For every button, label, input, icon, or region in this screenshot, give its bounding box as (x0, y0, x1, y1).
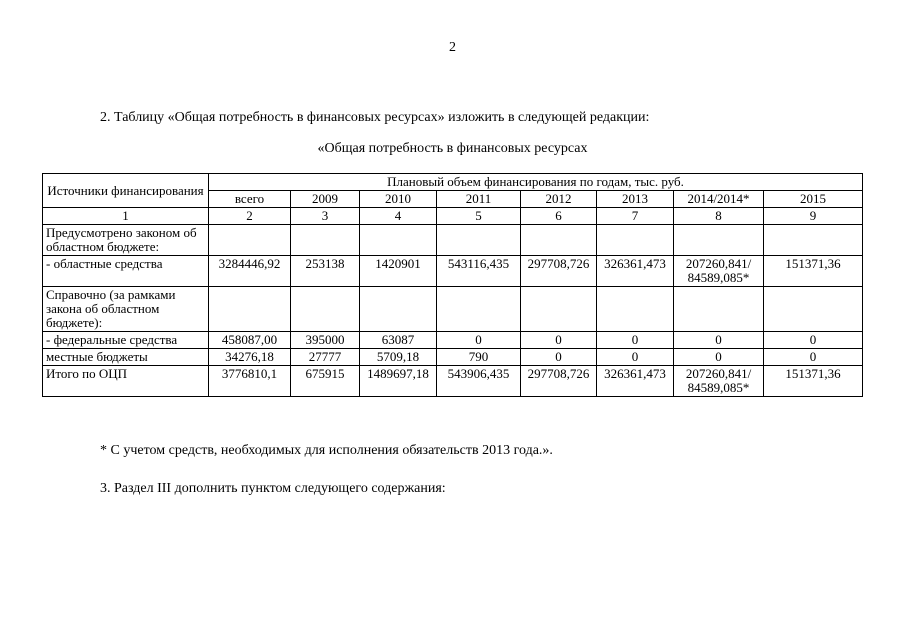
header-sources-cell: Источники финансирования (43, 174, 209, 208)
column-number-cell: 5 (437, 208, 521, 225)
value-cell: 0 (764, 332, 863, 349)
value-cell: 63087 (360, 332, 437, 349)
value-cell: 395000 (291, 332, 360, 349)
column-header-cell: 2015 (764, 191, 863, 208)
column-number-cell: 9 (764, 208, 863, 225)
value-cell: 458087,00 (209, 332, 291, 349)
value-cell: 207260,841/ 84589,085* (674, 366, 764, 397)
value-cell (674, 287, 764, 332)
row-label-cell: - областные средства (43, 256, 209, 287)
intro-paragraph: 2. Таблицу «Общая потребность в финансовых ресурсах» изложить в следующей редакции: (100, 110, 650, 125)
value-cell (360, 225, 437, 256)
value-cell (597, 287, 674, 332)
table-row (43, 366, 863, 397)
value-cell: 1489697,18 (360, 366, 437, 397)
value-cell: 151371,36 (764, 256, 863, 287)
page-number: 2 (449, 40, 456, 55)
section-3-paragraph: 3. Раздел III дополнить пунктом следующего содержания: (100, 481, 446, 496)
value-cell: 0 (437, 332, 521, 349)
value-cell: 34276,18 (209, 349, 291, 366)
column-header-cell: 2009 (291, 191, 360, 208)
financing-table (42, 173, 863, 397)
value-cell: 1420901 (360, 256, 437, 287)
value-cell (209, 225, 291, 256)
value-cell: 0 (674, 349, 764, 366)
value-cell (764, 287, 863, 332)
row-label-cell: местные бюджеты (43, 349, 209, 366)
column-header-cell: 2013 (597, 191, 674, 208)
column-number-cell: 7 (597, 208, 674, 225)
row-label-cell: Предусмотрено законом об областном бюджете: (43, 225, 209, 256)
value-cell: 0 (764, 349, 863, 366)
value-cell: 297708,726 (521, 256, 597, 287)
value-cell (597, 225, 674, 256)
value-cell: 27777 (291, 349, 360, 366)
column-header-cell: всего (209, 191, 291, 208)
column-number-cell: 8 (674, 208, 764, 225)
row-label-cell: - федеральные средства (43, 332, 209, 349)
value-cell: 675915 (291, 366, 360, 397)
table-row (43, 349, 863, 366)
header-row (43, 174, 863, 191)
row-label-cell: Итого по ОЦП (43, 366, 209, 397)
table-row (43, 225, 863, 256)
value-cell: 253138 (291, 256, 360, 287)
header-plan-cell: Плановый объем финансирования по годам, тыс. руб. (209, 174, 863, 191)
value-cell (437, 287, 521, 332)
value-cell: 297708,726 (521, 366, 597, 397)
footnote: * С учетом средств, необходимых для исполнения обязательств 2013 года.». (100, 443, 553, 458)
value-cell (437, 225, 521, 256)
column-number-cell: 2 (209, 208, 291, 225)
table-row (43, 287, 863, 332)
column-number-cell: 6 (521, 208, 597, 225)
value-cell (209, 287, 291, 332)
value-cell (291, 287, 360, 332)
value-cell: 326361,473 (597, 366, 674, 397)
value-cell: 0 (521, 349, 597, 366)
value-cell: 0 (597, 332, 674, 349)
column-number-cell: 1 (43, 208, 209, 225)
value-cell (764, 225, 863, 256)
table-row (43, 256, 863, 287)
value-cell (521, 225, 597, 256)
value-cell: 0 (521, 332, 597, 349)
column-number-row (43, 208, 863, 225)
column-header-cell: 2014/2014* (674, 191, 764, 208)
table-caption: «Общая потребность в финансовых ресурсах (317, 141, 588, 156)
value-cell (360, 287, 437, 332)
row-label-cell: Справочно (за рамками закона об областном бюджете): (43, 287, 209, 332)
value-cell: 3776810,1 (209, 366, 291, 397)
value-cell: 207260,841/ 84589,085* (674, 256, 764, 287)
column-number-cell: 4 (360, 208, 437, 225)
column-number-cell: 3 (291, 208, 360, 225)
value-cell: 5709,18 (360, 349, 437, 366)
value-cell (521, 287, 597, 332)
column-header-cell: 2010 (360, 191, 437, 208)
value-cell: 0 (597, 349, 674, 366)
value-cell: 3284446,92 (209, 256, 291, 287)
value-cell: 543906,435 (437, 366, 521, 397)
value-cell: 790 (437, 349, 521, 366)
value-cell (674, 225, 764, 256)
value-cell: 326361,473 (597, 256, 674, 287)
value-cell: 543116,435 (437, 256, 521, 287)
value-cell (291, 225, 360, 256)
column-header-cell: 2012 (521, 191, 597, 208)
value-cell: 0 (674, 332, 764, 349)
table-row (43, 332, 863, 349)
column-header-cell: 2011 (437, 191, 521, 208)
value-cell: 151371,36 (764, 366, 863, 397)
